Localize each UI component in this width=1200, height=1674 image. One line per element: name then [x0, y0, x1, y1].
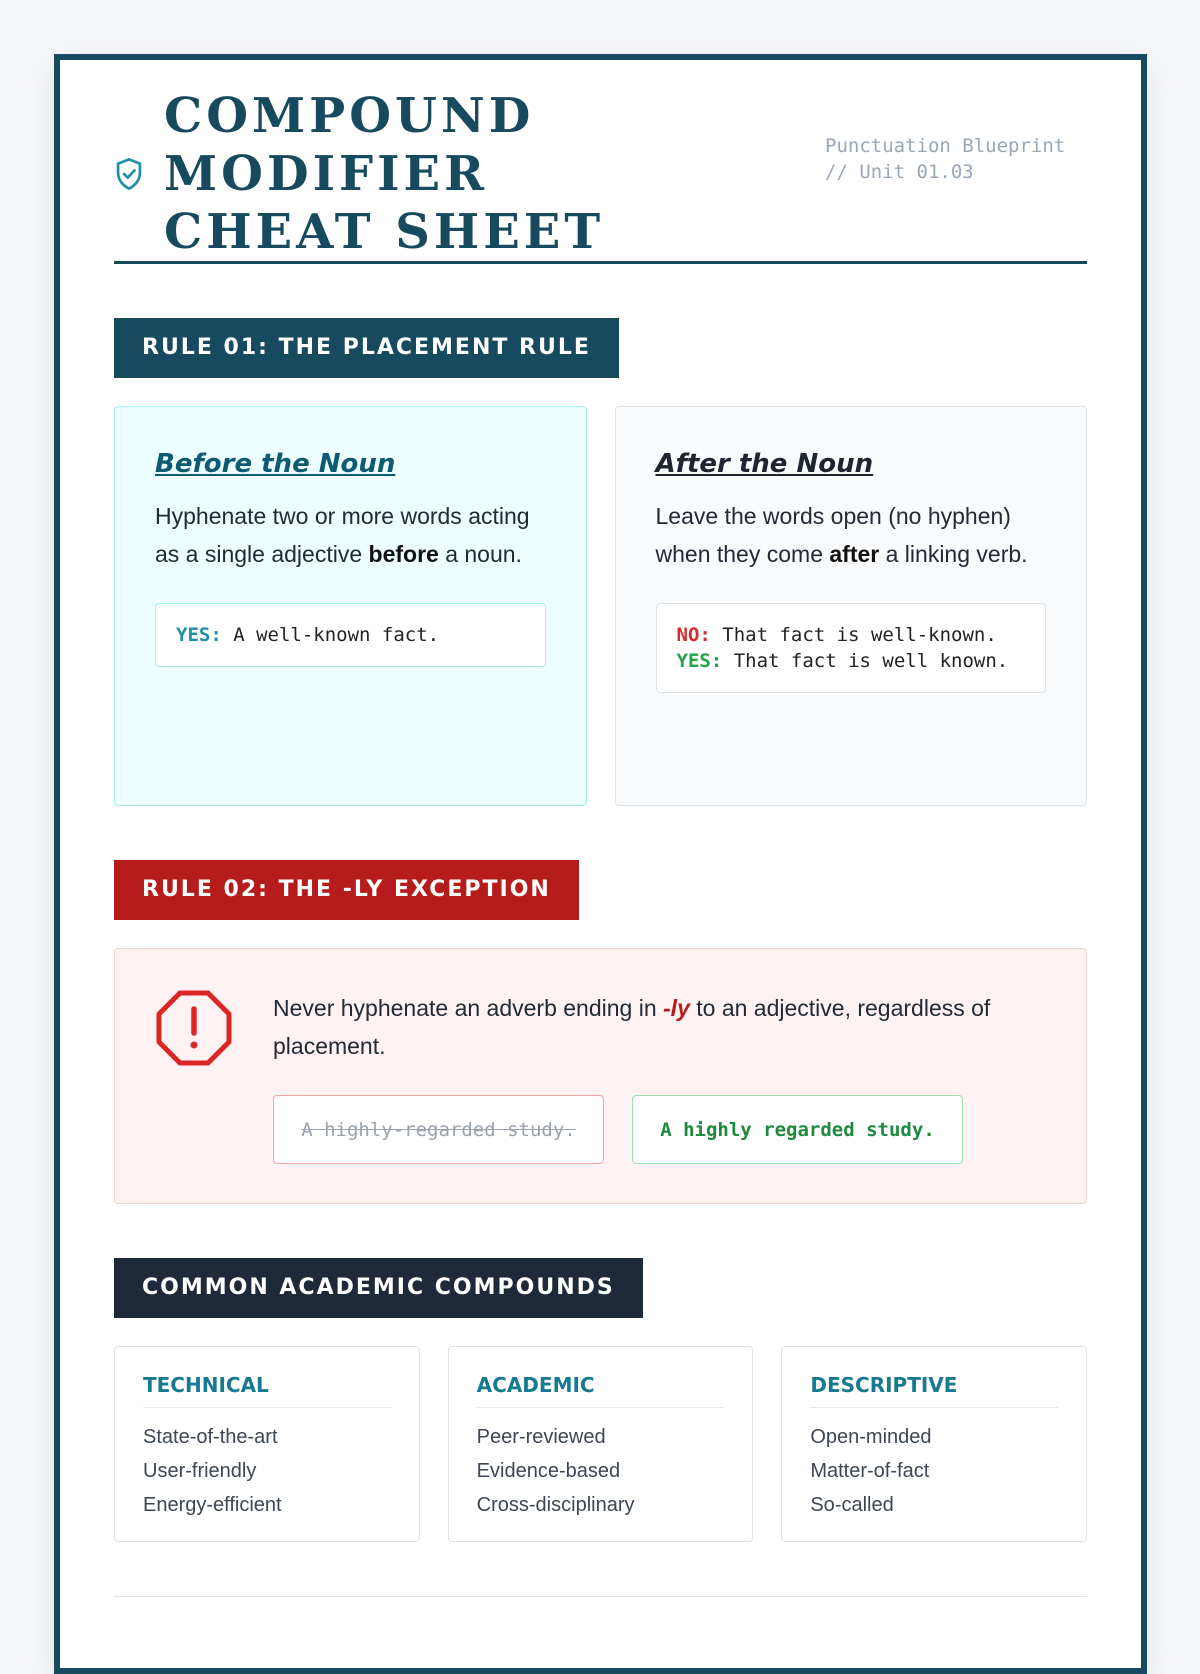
- ly-exception-alert: [114, 948, 1087, 1204]
- list-item: Peer-reviewed: [476, 1426, 606, 1448]
- list-item: State-of-the-art: [143, 1426, 278, 1448]
- compound-column-academic: ACADEMIC Peer-reviewed Evidence-based Cross-disciplinary: [448, 1346, 754, 1542]
- right-example: A highly regarded study.: [632, 1095, 963, 1164]
- header: [114, 87, 1087, 264]
- ly-exception-text: Never hyphenate an adverb ending in -ly to an adjective, regardless of placement.: [273, 995, 991, 1059]
- list-item: Cross-disciplinary: [476, 1494, 635, 1516]
- compound-columns: [114, 1346, 1087, 1542]
- cheat-sheet: [54, 54, 1147, 1674]
- after-noun-example: NO: That fact is well-known. YES: That fact is well known.: [656, 603, 1047, 693]
- yes-tag: YES:: [676, 650, 723, 672]
- footer-divider: [114, 1596, 1087, 1597]
- list-item: Evidence-based: [476, 1460, 621, 1482]
- compounds-heading: COMMON ACADEMIC COMPOUNDS: [114, 1258, 643, 1318]
- rule2-heading: RULE 02: THE -LY EXCEPTION: [114, 860, 579, 920]
- placement-rule: [114, 406, 1087, 806]
- wrong-example: A highly-regarded study.: [273, 1095, 604, 1164]
- list-item: Energy-efficient: [143, 1494, 282, 1516]
- compound-column-technical: TECHNICAL State-of-the-art User-friendly Energy-efficient: [114, 1346, 420, 1542]
- compound-column-descriptive: DESCRIPTIVE Open-minded Matter-of-fact So-called: [781, 1346, 1087, 1542]
- alert-octagon-icon: [155, 989, 233, 1067]
- list-item: User-friendly: [143, 1460, 257, 1482]
- page-title: COMPOUND MODIFIER CHEAT SHEET: [164, 87, 605, 260]
- list-item: Matter-of-fact: [810, 1460, 930, 1482]
- yes-tag: YES:: [176, 624, 222, 646]
- before-noun-example: YES: A well-known fact.: [155, 603, 546, 667]
- rule1-heading: RULE 01: THE PLACEMENT RULE: [114, 318, 619, 378]
- unit-subtitle: Punctuation Blueprint // Unit 01.03: [825, 134, 1066, 183]
- after-noun-text: Leave the words open (no hyphen) when they come after a linking verb.: [655, 503, 1028, 567]
- shield-check-icon: [114, 157, 144, 191]
- list-item: Open-minded: [810, 1426, 932, 1448]
- before-noun-heading: Before the Noun: [155, 449, 396, 479]
- no-tag: NO:: [676, 624, 711, 646]
- before-noun-text: Hyphenate two or more words acting as a single adjective before a noun.: [155, 503, 530, 567]
- list-item: So-called: [810, 1494, 894, 1516]
- after-noun-card: [615, 406, 1088, 806]
- after-noun-heading: After the Noun: [655, 449, 874, 479]
- before-noun-card: [114, 406, 587, 806]
